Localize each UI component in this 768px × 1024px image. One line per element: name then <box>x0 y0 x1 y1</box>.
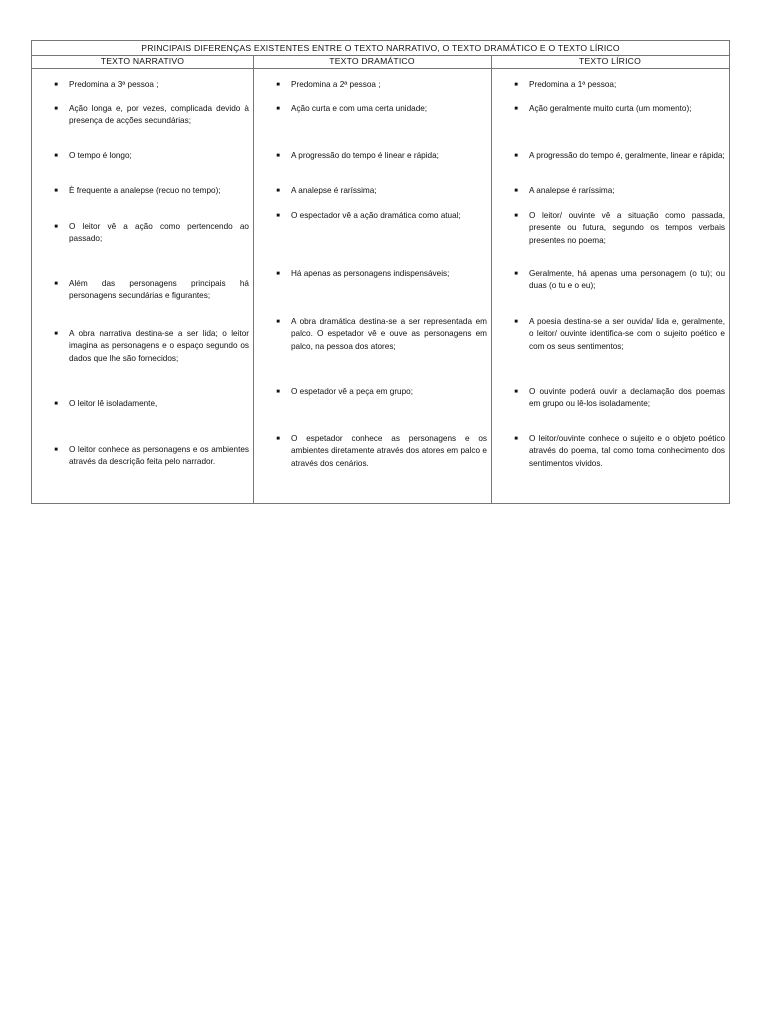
list-item: ■ O leitor/ouvinte conhece o sujeito e o objeto poético através do poema, tal como toma conhecimento dos sentimentos vividos. <box>514 434 725 468</box>
list-item: ■ O espetador conhece as personagens e os ambientes diretamente através dos atores em palco e através dos cenários. <box>276 434 487 468</box>
bullet-icon: ■ <box>276 106 280 112</box>
list-item: ■ Há apenas as personagens indispensáveis; <box>291 268 487 280</box>
list-item: ■ O leitor vê a ação como pertencendo ao passado; <box>54 222 249 244</box>
bullet-icon: ■ <box>54 188 58 194</box>
comparison-table <box>31 40 730 504</box>
bullet-icon: ■ <box>54 153 58 159</box>
bullet-icon: ■ <box>514 106 518 112</box>
header-texto-dramatico: TEXTO DRAMÁTICO <box>329 56 415 66</box>
bullet-icon: ■ <box>54 82 58 88</box>
list-item: ■ Predomina a 1ª pessoa; <box>529 79 725 91</box>
list-item: ■ O ouvinte poderá ouvir a declamação dos poemas em grupo ou lê-los isoladamente; <box>514 387 725 409</box>
bullet-icon: ■ <box>514 436 518 442</box>
table-title: PRINCIPAIS DIFERENÇAS EXISTENTES ENTRE O TEXTO NARRATIVO, O TEXTO DRAMÁTICO E O TEXTO LÍRICO <box>32 41 729 56</box>
list-item: ■ Ação longa e, por vezes, complicada devido à presença de acções secundárias; <box>54 104 249 126</box>
bullet-icon: ■ <box>276 153 280 159</box>
list-item: ■ O leitor lê isoladamente, <box>69 398 249 410</box>
bullet-icon: ■ <box>276 436 280 442</box>
bullet-icon: ■ <box>276 82 280 88</box>
bullet-icon: ■ <box>276 213 280 219</box>
bullet-icon: ■ <box>276 271 280 277</box>
header-texto-narrativo: TEXTO NARRATIVO <box>100 56 185 66</box>
list-item: ■ O leitor/ ouvinte vê a situação como passada, presente ou futura, segundo os tempos verbais presentes no poema; <box>514 211 725 245</box>
list-item: ■ A obra narrativa destina-se a ser lida; o leitor imagina as personagens e o espaço segundo os dados que lhe são fornecidos; <box>54 329 249 363</box>
list-item: ■ A obra dramática destina-se a ser representada em palco. O espetador vê e ouve as personagens em palco, na pessoa dos atores; <box>276 317 487 351</box>
column-texto-lirico <box>491 68 729 503</box>
list-item: ■ Ação geralmente muito curta (um momento); <box>529 103 725 115</box>
bullet-icon: ■ <box>514 389 518 395</box>
bullet-icon: ■ <box>54 447 58 453</box>
list-item: ■ A progressão do tempo é linear e rápida; <box>291 150 487 162</box>
list-item: ■ A analepse é raríssima; <box>529 185 725 197</box>
bullet-icon: ■ <box>514 319 518 325</box>
list-item: ■ Além das personagens principais há personagens secundárias e figurantes; <box>54 279 249 301</box>
list-item: ■ A poesia destina-se a ser ouvida/ lida e, geralmente, o leitor/ ouvinte identifica-se com o sujeito poético e com os seus sentimentos; <box>514 317 725 351</box>
bullet-icon: ■ <box>514 213 518 219</box>
bullet-icon: ■ <box>514 271 518 277</box>
column-texto-narrativo <box>32 68 253 503</box>
bullet-icon: ■ <box>54 224 58 230</box>
bullet-icon: ■ <box>54 281 58 287</box>
list-item: ■ O leitor conhece as personagens e os ambientes através da descrição feita pelo narrador. <box>54 445 249 467</box>
list-item: ■ O espetador vê a peça em grupo; <box>291 386 487 398</box>
list-item: ■ Geralmente, há apenas uma personagem (o tu); ou duas (o tu e o eu); <box>514 269 725 291</box>
list-item: ■ Predomina a 2ª pessoa ; <box>291 79 487 91</box>
list-item: ■ O espectador vê a ação dramática como atual; <box>291 210 487 222</box>
column-headers <box>32 55 729 69</box>
bullet-icon: ■ <box>54 401 58 407</box>
list-item: ■ A analepse é raríssima; <box>291 185 487 197</box>
header-texto-lirico: TEXTO LÍRICO <box>579 56 641 66</box>
list-item: ■ A progressão do tempo é, geralmente, linear e rápida; <box>529 150 725 162</box>
bullet-icon: ■ <box>514 188 518 194</box>
list-item: ■ È frequente a analepse (recuo no tempo); <box>69 185 249 197</box>
list-item: ■ Predomina a 3ª pessoa ; <box>69 79 249 91</box>
list-item: ■ Ação curta e com uma certa unidade; <box>291 103 487 115</box>
list-item: ■ O tempo é longo; <box>69 150 249 162</box>
bullet-icon: ■ <box>54 106 58 112</box>
bullet-icon: ■ <box>514 82 518 88</box>
bullet-icon: ■ <box>54 331 58 337</box>
column-texto-dramatico <box>253 68 491 503</box>
bullet-icon: ■ <box>276 319 280 325</box>
bullet-icon: ■ <box>276 389 280 395</box>
bullet-icon: ■ <box>276 188 280 194</box>
bullet-icon: ■ <box>514 153 518 159</box>
